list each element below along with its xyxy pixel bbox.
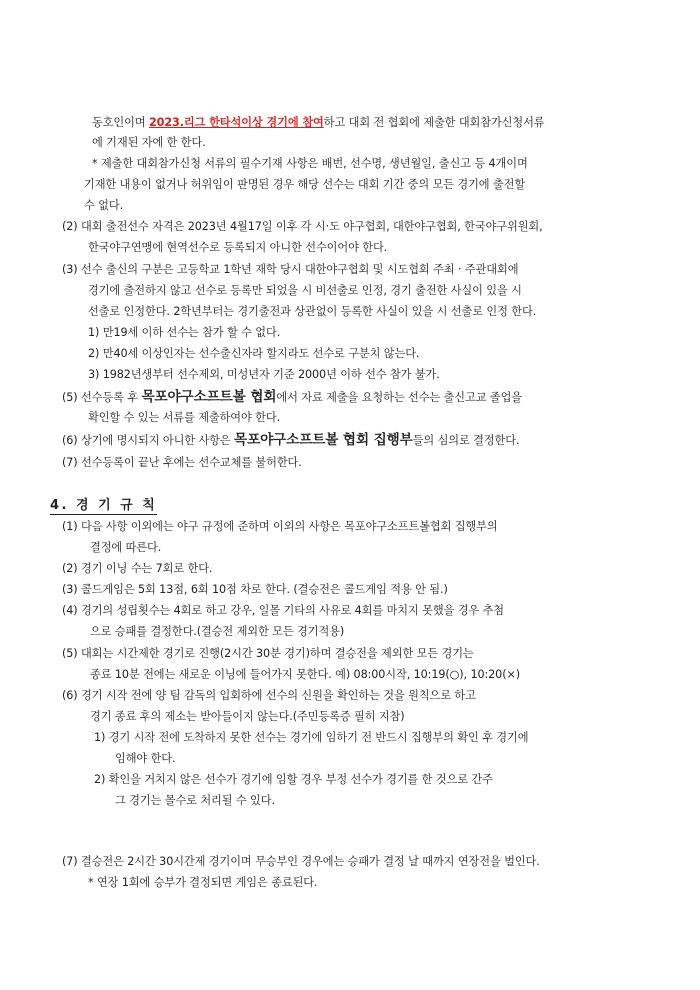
rule-7-note: * 연장 1회에 승부가 결정되면 게임은 종료된다. bbox=[88, 876, 318, 889]
clause-3-line-1: (3) 선수 출신의 구분은 고등학교 1학년 재학 당시 대한야구협회 및 시도협회 주최 · 주관대회에 bbox=[62, 263, 519, 276]
clause-3-item-1: 1) 만19세 이하 선수는 참가 할 수 없다. bbox=[88, 326, 281, 339]
section-heading-rules: 4. 경 기 규 칙 bbox=[50, 494, 157, 515]
clause-5-line-1 bbox=[62, 390, 522, 405]
clause-6-text-cont: 들의 심의로 결정한다. bbox=[412, 434, 520, 447]
clause-2-line-2: 한국야구연맹에 현역선수로 등록되지 아니한 선수이어야 한다. bbox=[88, 241, 388, 254]
rule-5-line-2: 종료 10분 전에는 새로운 이닝에 들어가지 못한다. 예) 08:00시작, 10:19(○), 10:20(×) bbox=[90, 668, 521, 681]
rule-4-line-2: 으로 승패를 결정한다.(결승전 제외한 모든 경기적용) bbox=[90, 625, 345, 638]
note-line-1: * 제출한 대회참가신청 서류의 필수기재 사항은 배번, 선수명, 생년월일, 출신고 등 4개이며 bbox=[92, 157, 528, 170]
clause-2-line-1: (2) 대회 출전선수 자격은 2023년 4월17일 이후 각 시·도 야구협회, 대한야구협회, 한국야구위원회, bbox=[62, 220, 543, 233]
highlight-requirement: 2023.리그 한타석이상 경기에 참여 bbox=[149, 116, 324, 129]
rule-7-line-1: (7) 결승전은 2시간 30시간제 경기이며 무승부인 경우에는 승패가 결정 날 때까지 연장전을 벌인다. bbox=[62, 855, 540, 868]
clause-3-item-3: 3) 1982년생부터 선수제외, 미성년자 기준 2000년 이하 선수 참가 불가. bbox=[88, 368, 440, 381]
rule-6-item-1-line-2: 임해야 한다. bbox=[115, 752, 176, 765]
eligibility-text-cont: 하고 대회 전 협회에 제출한 대회참가신청서류 bbox=[323, 116, 545, 129]
executive-name: 목포야구소프트볼 협회 집행부 bbox=[234, 432, 413, 448]
rule-6-line-1: (6) 경기 시작 전에 양 팀 감독의 입회하에 선수의 신원을 확인하는 것을 원칙으로 하고 bbox=[62, 689, 476, 702]
eligibility-line-1 bbox=[92, 116, 544, 130]
rule-6-line-2: 경기 종료 후의 제소는 받아들이지 않는다.(주민등록증 필히 지참) bbox=[90, 710, 405, 723]
clause-5-text: (5) 선수등록 후 bbox=[62, 391, 142, 404]
rule-4-line-1: (4) 경기의 성립횟수는 4회로 하고 강우, 일몰 기타의 사유로 4회를 마치지 못했을 경우 추첨 bbox=[62, 604, 505, 617]
clause-3-line-2: 경기에 출전하지 않고 선수로 등록만 되었을 시 비선출로 인정, 경기 출전한 사실이 있을 시 bbox=[88, 284, 522, 297]
association-name: 목포야구소프트볼 협회 bbox=[141, 389, 277, 405]
eligibility-line-2: 에 기재된 자에 한 한다. bbox=[92, 136, 206, 149]
rule-5-line-1: (5) 대회는 시간제한 경기로 진행(2시간 30분 경기)하며 결승전을 제외한 모든 경기는 bbox=[62, 647, 474, 660]
clause-5-line-2: 확인할 수 있는 서류를 제출하여야 한다. bbox=[88, 411, 281, 424]
rule-1-line-1: (1) 다음 사항 이외에는 야구 규정에 준하며 이외의 사항은 목포야구소프트볼협회 집행부의 bbox=[62, 520, 498, 533]
note-line-3: 수 없다. bbox=[84, 199, 124, 212]
note-line-2: 기재한 내용이 없거나 허위임이 판명된 경우 해당 선수는 대회 기간 중의 모든 경기에 출전할 bbox=[84, 178, 526, 191]
clause-6-text: (6) 상기에 명시되지 아니한 사항은 bbox=[62, 434, 235, 447]
rule-2: (2) 경기 이닝 수는 7회로 한다. bbox=[62, 562, 213, 575]
rule-1-line-2: 결정에 따른다. bbox=[90, 541, 162, 554]
eligibility-text: 동호인이며 bbox=[92, 116, 149, 129]
clause-5-text-cont: 에서 자료 제출을 요청하는 선수는 출신고교 졸업을 bbox=[276, 391, 522, 404]
clause-6-line-1 bbox=[62, 433, 519, 448]
clause-7-line-1: (7) 선수등록이 끝난 후에는 선수교체를 불허한다. bbox=[62, 456, 302, 469]
rule-6-item-2-line-2: 그 경기는 몰수로 처리될 수 있다. bbox=[115, 794, 275, 807]
rule-6-item-2-line-1: 2) 확인을 거치지 않은 선수가 경기에 임할 경우 부정 선수가 경기를 한 것으로 간주 bbox=[94, 773, 493, 786]
rule-3: (3) 콜드게임은 5회 13점, 6회 10점 차로 한다. (결승전은 콜드게임 적용 안 됨.) bbox=[62, 583, 448, 596]
rule-6-item-1-line-1: 1) 경기 시작 전에 도착하지 못한 선수는 경기에 임하기 전 반드시 집행부의 확인 후 경기에 bbox=[94, 731, 529, 744]
clause-3-item-2: 2) 만40세 이상인자는 선수출신자라 할지라도 선수로 구분치 않는다. bbox=[88, 347, 420, 360]
clause-3-line-3: 선출로 인정한다. 2학년부터는 경기출전과 상관없이 등록한 사실이 있을 시 선출로 인정 한다. bbox=[88, 305, 537, 318]
